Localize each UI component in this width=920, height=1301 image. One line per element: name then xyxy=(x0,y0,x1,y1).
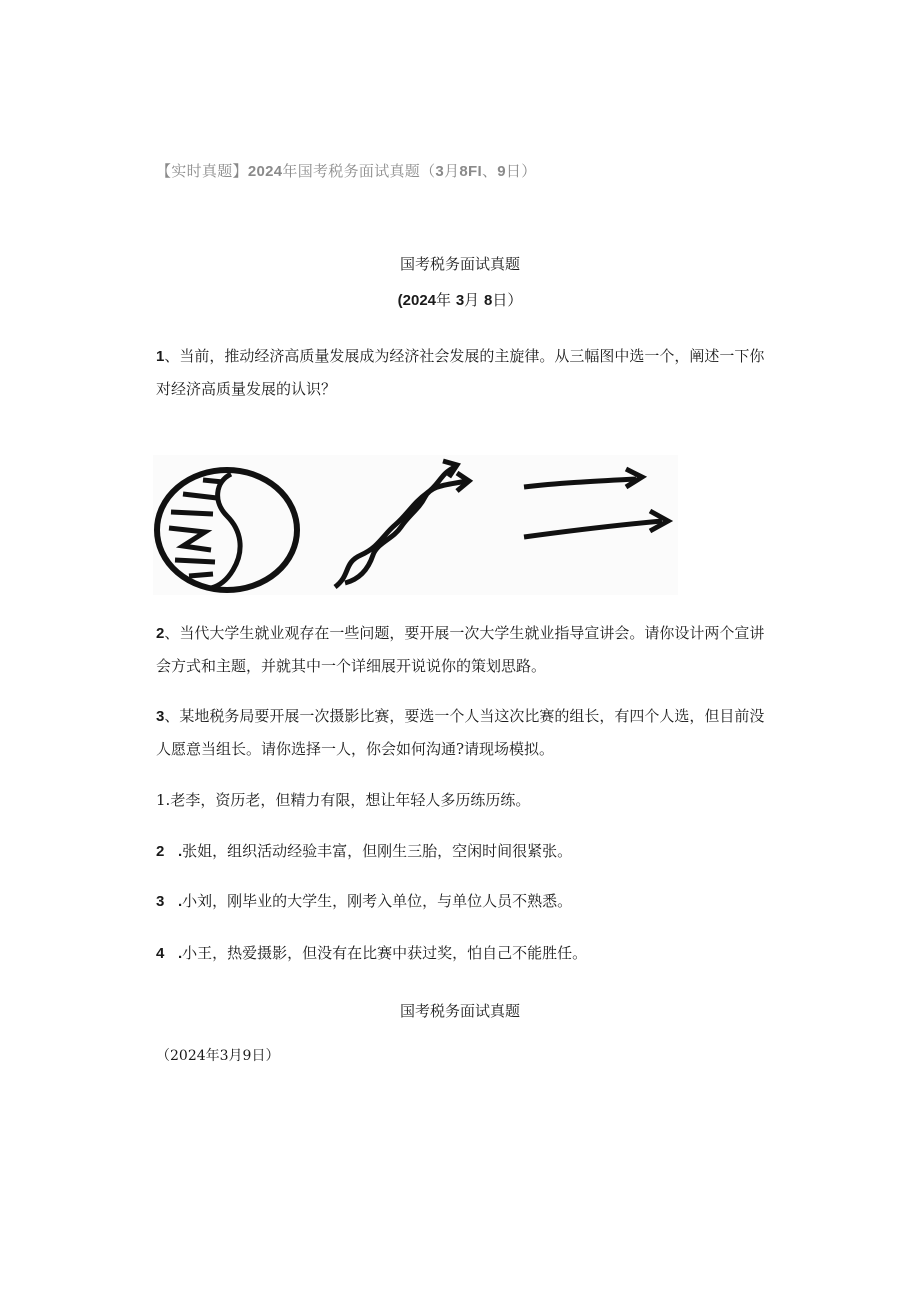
section1-date xyxy=(0,289,920,310)
section1-date-year-unit: 年 xyxy=(436,291,452,309)
section1-heading: 国考税务面试真题 xyxy=(399,255,520,273)
option-3-dot: . xyxy=(178,893,183,910)
option-2-number: 2 xyxy=(156,843,165,860)
section1-date-month-unit: 月 xyxy=(464,291,480,309)
title-date-c: 9 xyxy=(497,163,506,180)
section1-date-day: 8 xyxy=(483,292,493,309)
title-date-a: 3 xyxy=(435,163,445,180)
circle-sketch-icon xyxy=(153,460,303,595)
option-3 xyxy=(156,890,572,911)
question-2 xyxy=(156,617,766,682)
option-4-dot: . xyxy=(178,945,183,962)
option-2-text: 张姐，组织活动经验丰富，但刚生三胎，空闲时间很紧张。 xyxy=(182,842,573,860)
question-1-text: 、当前，推动经济高质量发展成为经济社会发展的主旋律。从三幅图中选一个，阐述一下你对经济高质量发展的认识？ xyxy=(156,347,765,398)
question-1-figures xyxy=(153,455,678,595)
question-1-number: 1 xyxy=(156,348,165,365)
title-date-mid: 月 xyxy=(444,162,460,180)
double-helix-arrow-sketch-icon xyxy=(321,455,481,595)
option-2-dot: . xyxy=(178,843,183,860)
title-year: 2024 xyxy=(247,163,283,180)
option-3-number: 3 xyxy=(156,893,165,910)
title-suffix: 日） xyxy=(505,162,537,180)
title-prefix: 【实时真题】 xyxy=(156,162,248,180)
section1-date-close: 日） xyxy=(492,291,523,309)
section2-date: （2024年3月9日） xyxy=(156,1048,280,1064)
title-mid: 年国考税务面试真题（ xyxy=(282,162,436,180)
question-3 xyxy=(156,700,766,765)
option-3-text: 小刘，刚毕业的大学生，刚考入单位，与单位人员不熟悉。 xyxy=(182,892,573,910)
option-1 xyxy=(156,789,530,810)
option-4-text: 小王，热爱摄影，但没有在比赛中获过奖，怕自己不能胜任。 xyxy=(182,944,588,962)
section1-date-open: ( xyxy=(397,292,403,309)
document-title xyxy=(156,160,537,181)
title-sep: 、 xyxy=(481,162,498,180)
option-4-number: 4 xyxy=(156,945,165,962)
question-3-text: 、某地税务局要开展一次摄影比赛，要选一个人当这次比赛的组长，有四个人选，但目前没人愿意当组长。请你选择一人，你会如何沟通?请现场模拟。 xyxy=(156,707,765,758)
section1-date-year: 2024 xyxy=(402,292,437,309)
title-date-b: 8FI xyxy=(459,163,482,180)
section2-heading: 国考税务面试真题 xyxy=(399,1002,520,1020)
option-4 xyxy=(156,942,587,963)
question-2-number: 2 xyxy=(156,625,165,642)
option-1-number: 1. xyxy=(156,791,171,809)
double-arrow-sketch-icon xyxy=(518,455,678,595)
option-1-text: 老李，资历老，但精力有限，想让年轻人多历练历练。 xyxy=(170,791,531,809)
question-1 xyxy=(156,340,766,405)
question-2-text: 、当代大学生就业观存在一些问题，要开展一次大学生就业指导宣讲会。请你设计两个宣讲会方式和主题，并就其中一个详细展开说说你的策划思路。 xyxy=(156,624,765,675)
question-3-number: 3 xyxy=(156,708,165,725)
section1-date-month: 3 xyxy=(455,292,465,309)
option-2 xyxy=(156,840,572,861)
